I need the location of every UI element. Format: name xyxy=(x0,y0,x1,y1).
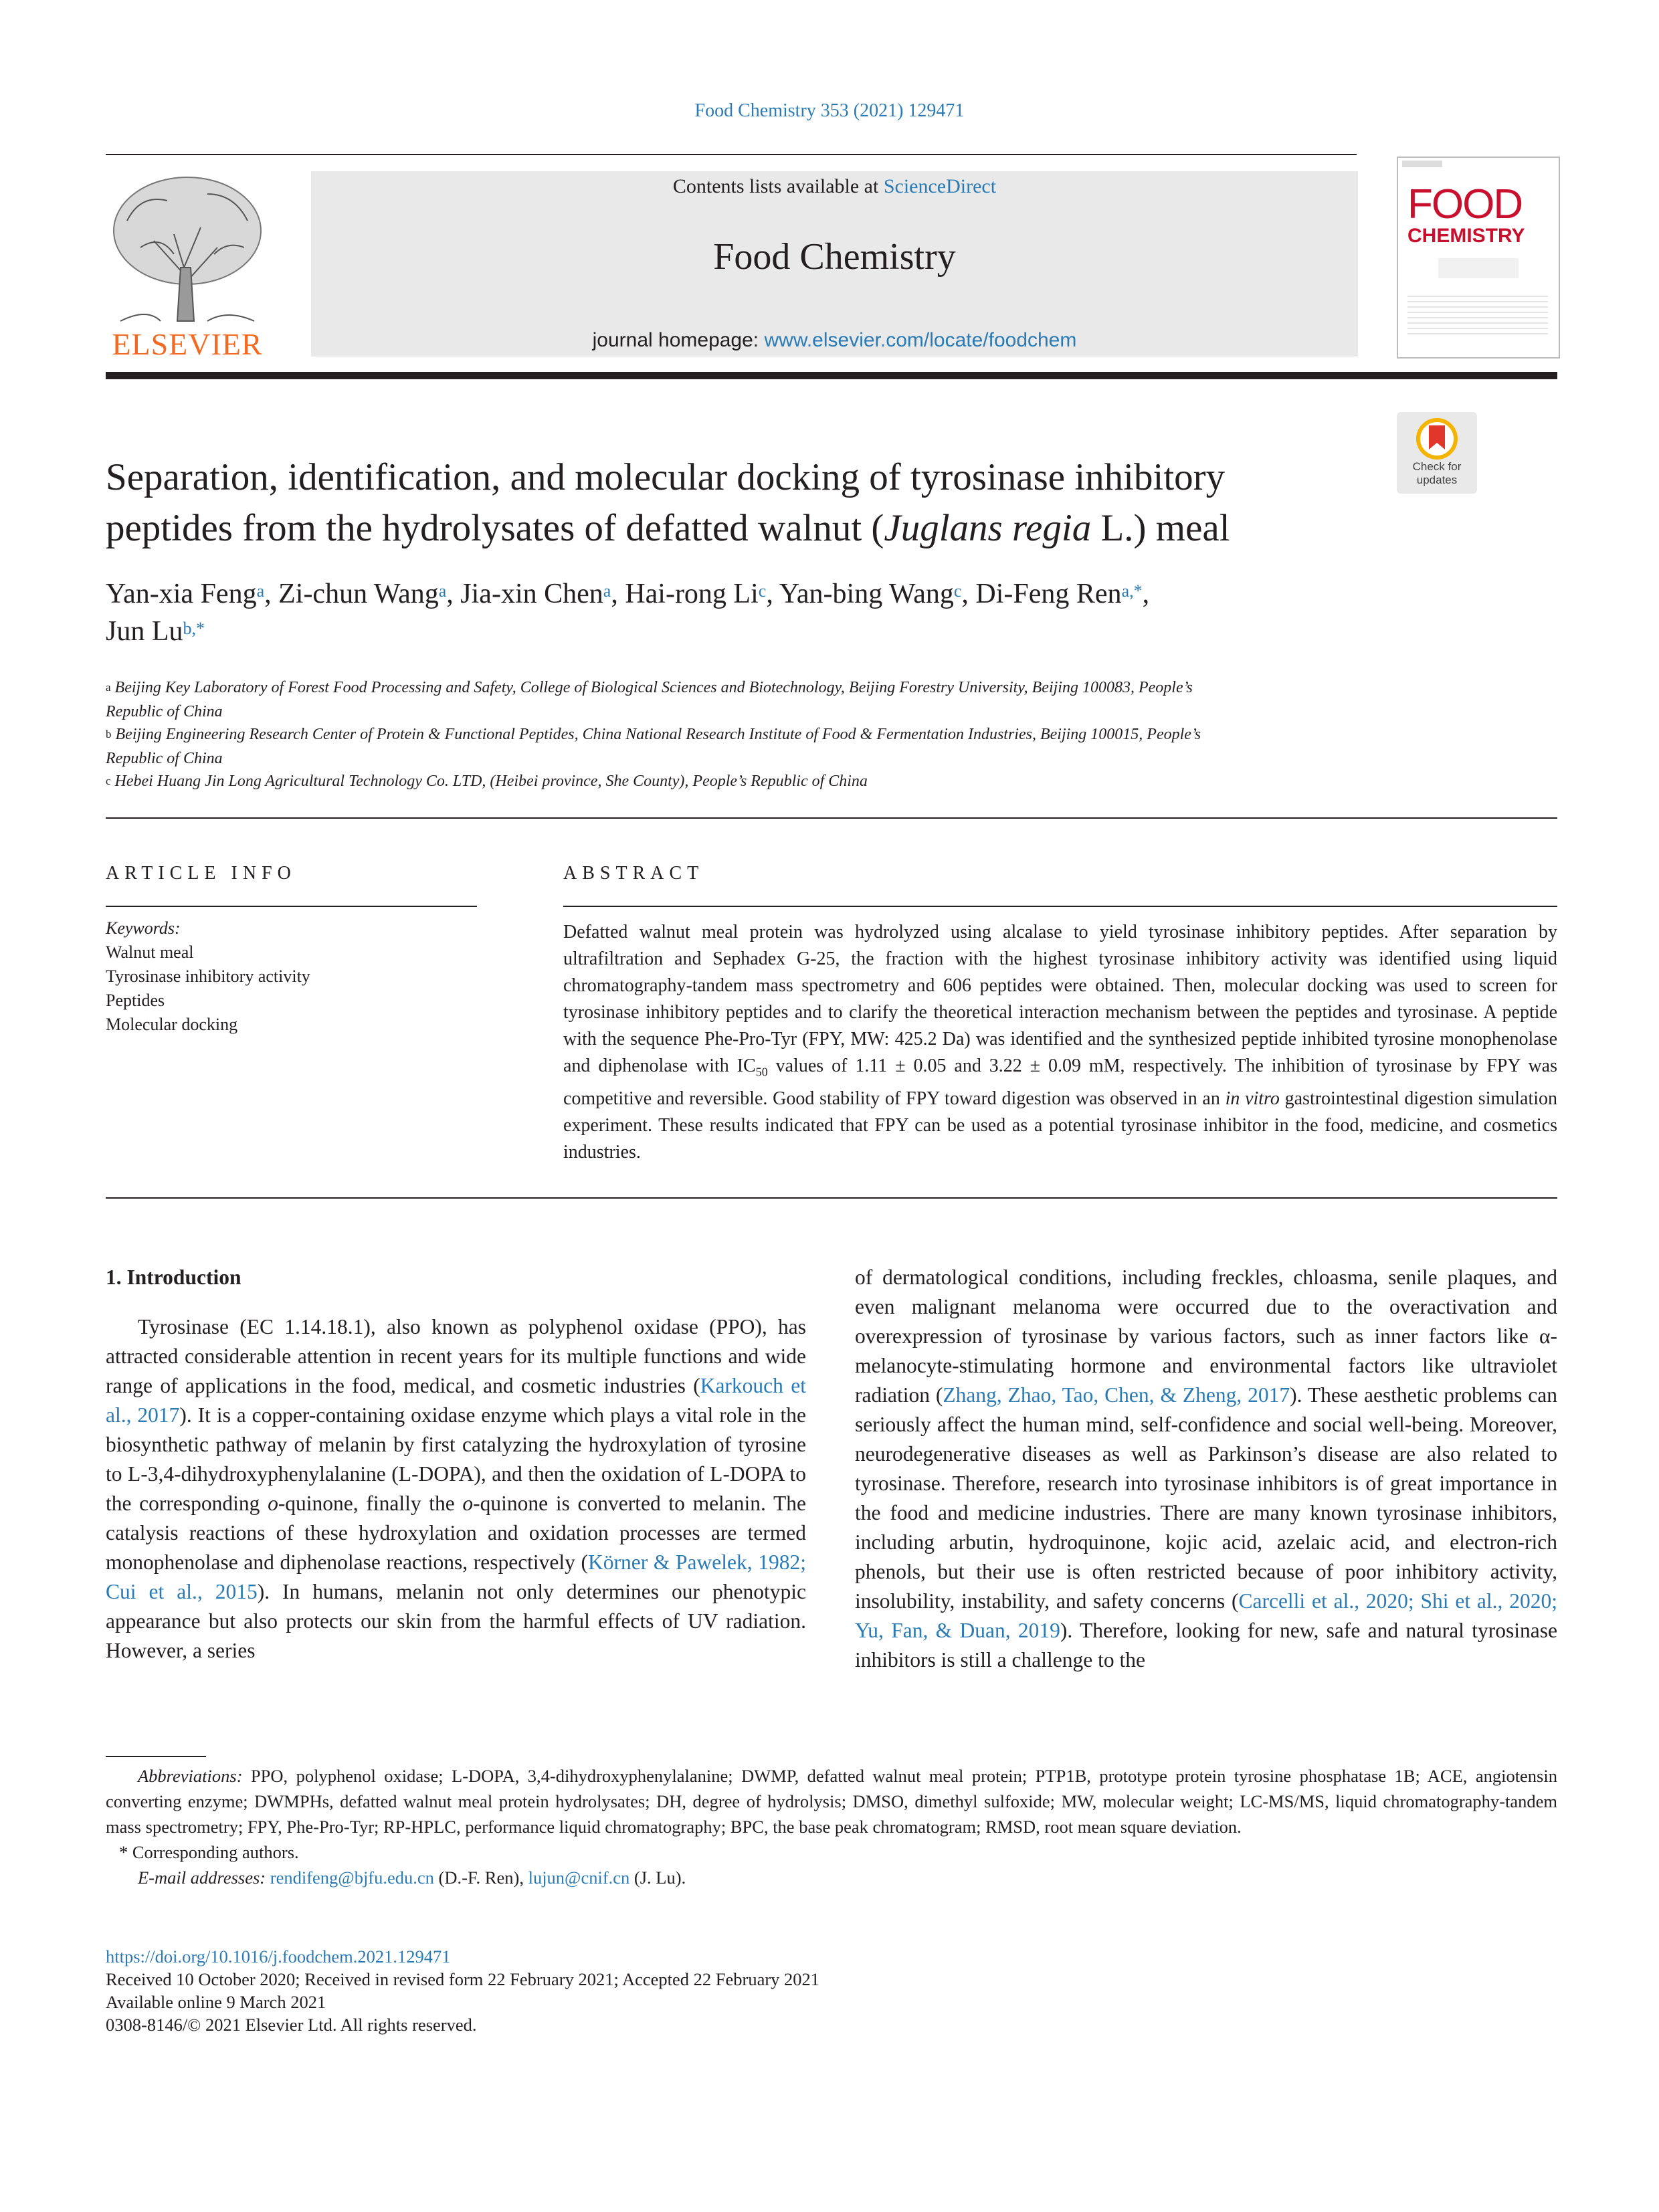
citation-link[interactable]: Carcelli et al., 2020; Shi et al., 2020; Yu, Fan, & Duan, 2019 xyxy=(855,1589,1557,1642)
email-link[interactable]: lujun@cnif.cn xyxy=(528,1868,630,1888)
keyword: Peptides xyxy=(106,991,165,1010)
title-line-2: peptides from the hydrolysates of defatted walnut (Juglans regia L.) meal xyxy=(106,507,1230,549)
author-affiliation-mark[interactable]: a xyxy=(256,581,265,601)
email-link[interactable]: rendifeng@bjfu.edu.cn xyxy=(270,1868,434,1888)
author-affiliation-mark[interactable]: a,* xyxy=(1121,581,1143,601)
journal-name: Food Chemistry xyxy=(713,236,956,278)
journal-cover-thumbnail[interactable] xyxy=(1397,157,1560,359)
cover-editor-list xyxy=(1407,292,1548,338)
author-name[interactable]: Jia-xin Chen xyxy=(460,579,603,609)
header-rule xyxy=(106,154,1357,155)
section-rule xyxy=(106,817,1557,819)
footnote-rule xyxy=(106,1756,206,1757)
journal-citation[interactable]: Food Chemistry 353 (2021) 129471 xyxy=(694,100,965,121)
author-separator: , xyxy=(446,579,461,609)
author-name[interactable]: Hai-rong Li xyxy=(625,579,759,609)
title-line-1: Separation, identification, and molecular docking of tyrosinase inhibitory xyxy=(106,456,1226,498)
author-name[interactable]: Yan-bing Wang xyxy=(779,579,954,609)
author-affiliation-mark[interactable]: c xyxy=(953,581,962,601)
author-list xyxy=(106,575,1377,650)
doi-link[interactable]: https://doi.org/10.1016/j.foodchem.2021.129471 xyxy=(106,1946,451,1967)
affiliation-b: $^b$ Beijing Engineering Research Center of Protein & Functional Peptides, China National Research Institute of Food & Fermentation Industries, Beijing 100015, People’s Republic of China xyxy=(106,726,1201,767)
publication-info xyxy=(106,1945,1176,2036)
bookmark-icon xyxy=(1397,412,1477,463)
abstract-bottom-rule xyxy=(106,1197,1557,1199)
affiliation-c: $^c$ Hebei Huang Jin Long Agricultural Technology Co. LTD, (Heibei province, She County), People’s Republic of China xyxy=(106,773,868,790)
sciencedirect-link[interactable]: ScienceDirect xyxy=(883,175,997,197)
author-name[interactable]: Zi-chun Wang xyxy=(278,579,439,609)
keywords-label: Keywords: xyxy=(106,918,181,938)
author-name[interactable]: Jun Lu xyxy=(106,616,183,647)
received-dates: Received 10 October 2020; Received in revised form 22 February 2021; Accepted 22 February 2021 xyxy=(106,1969,820,1989)
author-separator: , xyxy=(611,579,625,609)
contents-prefix: Contents lists available at xyxy=(672,175,884,197)
author-separator: , xyxy=(1142,579,1150,609)
author-separator: , xyxy=(264,579,279,609)
citation-link[interactable]: Zhang, Zhao, Tao, Chen, & Zheng, 2017 xyxy=(943,1383,1290,1407)
contents-line xyxy=(311,175,1358,198)
author-affiliation-mark[interactable]: c xyxy=(758,581,767,601)
corresponding-note: * Corresponding authors. xyxy=(119,1842,299,1862)
citation-link[interactable]: Karkouch et al., 2017 xyxy=(106,1374,807,1427)
author-separator: , xyxy=(766,579,779,609)
badge-label: Check for updates xyxy=(1412,460,1462,486)
author-name[interactable]: Di-Feng Ren xyxy=(975,579,1122,609)
author-affiliation-mark[interactable]: b,* xyxy=(183,619,205,638)
copyright: 0308-8146/© 2021 Elsevier Ltd. All rights reserved. xyxy=(106,2015,477,2035)
footnotes xyxy=(106,1763,1557,1890)
homepage-line xyxy=(311,329,1358,352)
citation-link[interactable]: Körner & Pawelek, 1982; Cui et al., 2015 xyxy=(106,1550,806,1603)
cover-header-bar xyxy=(1402,161,1442,167)
author-affiliation-mark[interactable]: a xyxy=(438,581,447,601)
cover-editors-block xyxy=(1438,258,1519,278)
article-title xyxy=(106,452,1363,554)
cover-title-food: FOOD xyxy=(1407,181,1523,227)
abstract-text: Defatted walnut meal protein was hydrolyzed using alcalase to yield tyrosinase inhibitory peptides. After separation by ultrafiltration and Sephadex G-25, the fraction with the highest tyrosinase inhibitory activity was identified using liquid chromatography-tandem mass spectrometry and 606 peptides were obtained. Then, molecular docking was used to screen for tyrosinase inhibitory peptides and to clarify the theoretical interaction mechanism between the peptides and tyrosinase. A peptide with the sequence Phe-Pro-Tyr (FPY, MW: 425.2 Da) was identified and the synthesized peptide inhibited tyrosine monophenolase and diphenolase with $IC_{50}$ values of 1.11 ± 0.05 and 3.22 ± 0.09 mM, respectively. The inhibition of tyrosinase by FPY was competitive and reversible. Good stability of FPY toward digestion was observed in an in vitro gastrointestinal digestion simulation experiment. These results indicated that FPY can be used as a potential tyrosinase inhibitor in the food, medicine, and cosmetics industries. xyxy=(563,922,1558,1163)
affiliation-a: $^a$ Beijing Key Laboratory of Forest Food Processing and Safety, College of Biological Sciences and Biotechnology, Beijing Forestry University, Beijing 100083, People’s Republic of China xyxy=(106,679,1193,720)
abbreviations-note: Abbreviations: PPO, polyphenol oxidase; L-DOPA, 3,4-dihydroxyphenylalanine; DWMP, defatted walnut meal protein; PTP1B, prototype protein tyrosine phosphatase 1B; ACE, angiotensin converting enzyme; DWMPHs, defatted walnut meal protein hydrolysates; DH, degree of hydrolysis; DMSO, dimethyl sulfoxide; MW, molecular weight; LC-MS/MS, liquid chromatography-tandem mass spectrometry; FPY, Phe-Pro-Tyr; RP-HPLC, performance liquid chromatography; BPC, the base peak chromatogram; RMSD, root mean square deviation. xyxy=(106,1766,1557,1837)
keyword: Tyrosinase inhibitory activity xyxy=(106,967,310,986)
article-info-heading: ARTICLE INFO xyxy=(106,863,296,884)
keywords-block xyxy=(106,916,480,1037)
author-line-2 xyxy=(106,613,1377,650)
article-info-rule xyxy=(106,906,477,907)
intro-paragraph-1: Tyrosinase (EC 1.14.18.1), also known as polyphenol oxidase (PPO), has attracted considerable attention in recent years for its multiple functions and wide range of applications in the food, medical, and cosmetic industries (Karkouch et al., 2017). It is a copper-containing oxidase enzyme which plays a vital role in the biosynthetic pathway of melanin by first catalyzing the hydroxylation of tyrosine to L-3,4-dihydroxyphenylalanine (L-DOPA), and then the oxidation of L-DOPA to the corresponding o-quinone, finally the o-quinone is converted to melanin. The catalysis reactions of these hydroxylation and oxidation processes are termed monophenolase and diphenolase reactions, respectively (Körner & Pawelek, 1982; Cui et al., 2015). In humans, melanin not only determines our phenotypic appearance but also protects our skin from the harmful effects of UV radiation. However, a series xyxy=(106,1315,807,1662)
intro-right-column: of dermatological conditions, including freckles, chloasma, senile plaques, and even malignant melanoma were occurred due to the overactivation and overexpression of tyrosinase by various factors, such as inner factors like α-melanocyte-stimulating hormone and environmental factors like ultraviolet radiation (Zhang, Zhao, Tao, Chen, & Zheng, 2017). These aesthetic problems can seriously affect the human mind, self-confidence and social well-being. Moreover, neurodegenerative diseases as well as Parkinson’s disease are also related to tyrosinase. Therefore, research into tyrosinase inhibitors is of great importance in the food and medicine industries. There are many known tyrosinase inhibitors, including arbutin, hydroquinone, kojic acid, azelaic acid, and electron-rich phenols, but their use is often restricted because of poor inhibitory activity, insolubility, instability, and safety concerns (Carcelli et al., 2020; Shi et al., 2020; Yu, Fan, & Duan, 2019). Therefore, looking for new, safe and natural tyrosinase inhibitors is still a challenge to the xyxy=(855,1266,1557,1672)
check-for-updates-badge[interactable] xyxy=(1397,412,1477,494)
header-thick-rule xyxy=(106,372,1557,379)
keyword: Molecular docking xyxy=(106,1015,238,1034)
author-separator: , xyxy=(961,579,976,609)
keyword: Walnut meal xyxy=(106,942,194,962)
email-note: E-mail addresses: rendifeng@bjfu.edu.cn (D.-F. Ren), lujun@cnif.cn (J. Lu). xyxy=(138,1868,686,1888)
abstract-rule xyxy=(563,906,1557,907)
abstract-heading: ABSTRACT xyxy=(563,863,704,884)
homepage-prefix: journal homepage: xyxy=(592,329,765,351)
author-name[interactable]: Yan-xia Feng xyxy=(106,579,257,609)
cover-title-chemistry: CHEMISTRY xyxy=(1407,225,1525,247)
homepage-link[interactable]: www.elsevier.com/locate/foodchem xyxy=(764,329,1077,351)
available-online: Available online 9 March 2021 xyxy=(106,1992,326,2012)
intro-left-column xyxy=(106,1263,806,1666)
intro-heading: 1. Introduction xyxy=(106,1266,241,1289)
author-line-1 xyxy=(106,575,1377,613)
author-affiliation-mark[interactable]: a xyxy=(603,581,611,601)
publisher-wordmark: ELSEVIER xyxy=(112,327,263,361)
